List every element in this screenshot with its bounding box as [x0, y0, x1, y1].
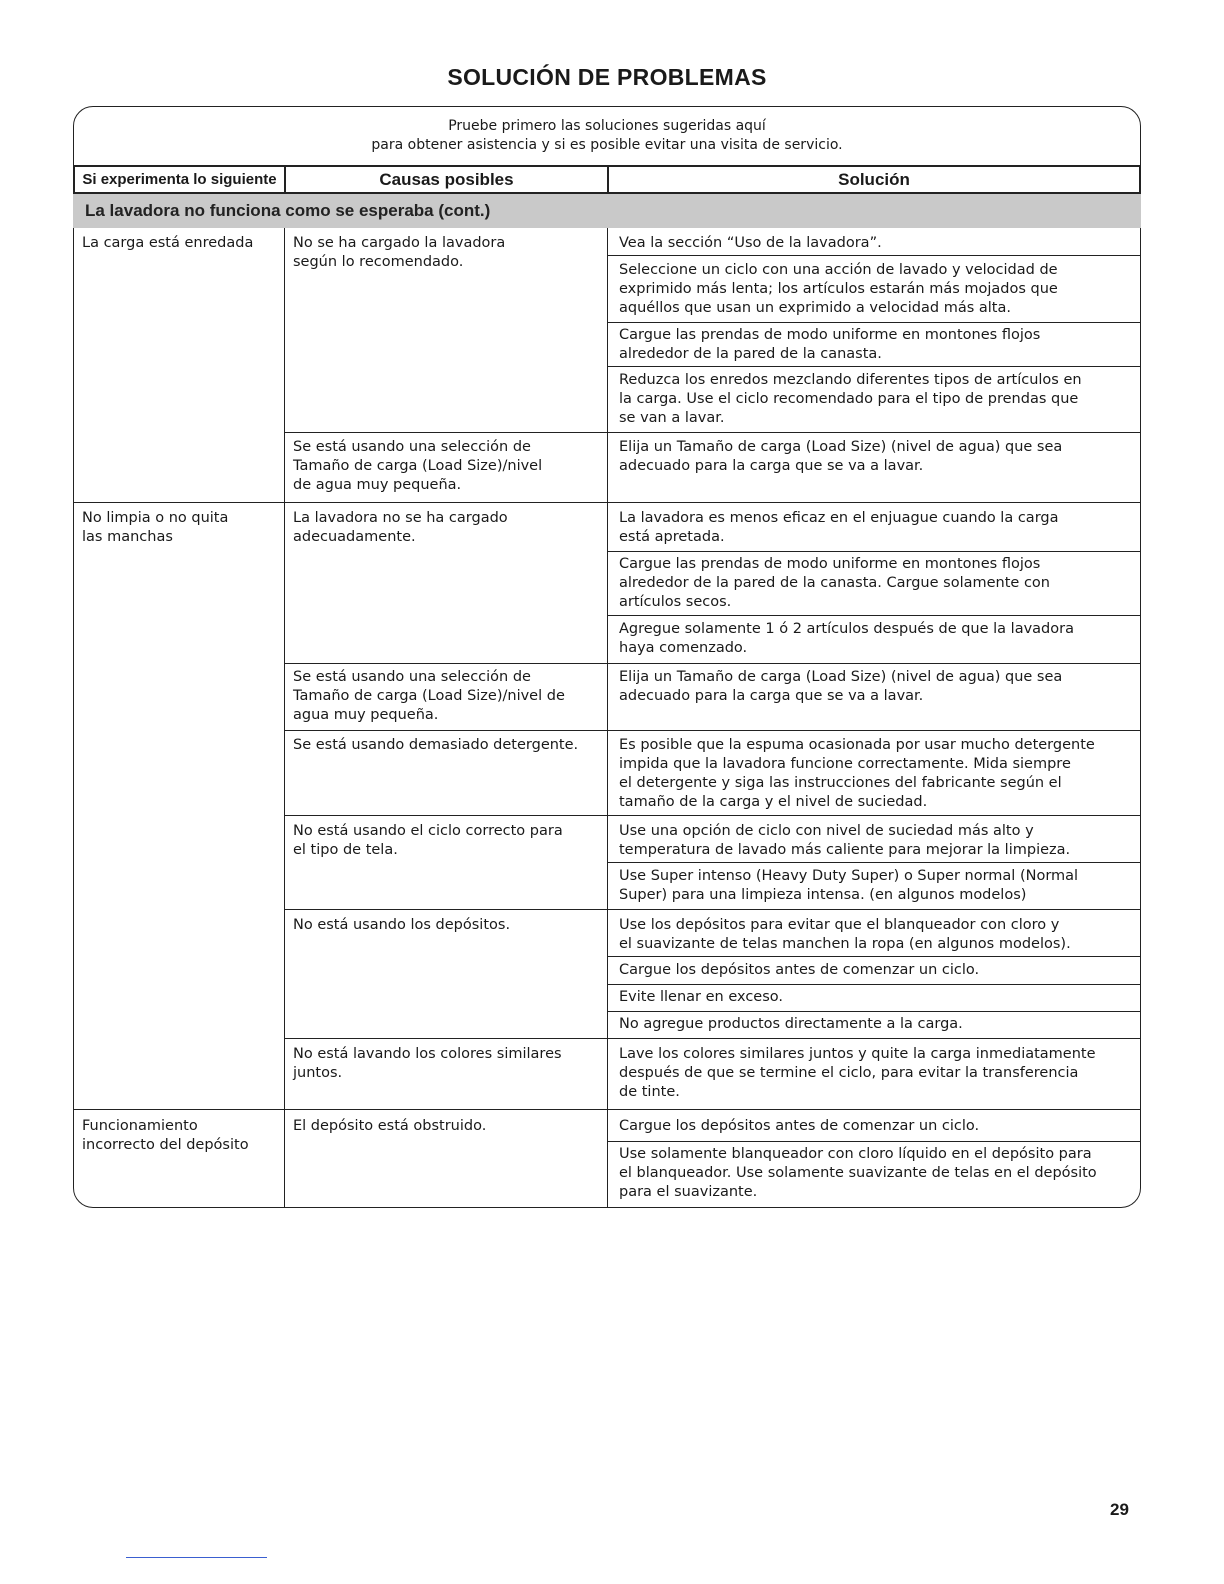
symptom-not-cleaning: No limpia o no quita las manchas — [82, 510, 229, 545]
row-divider — [607, 1011, 1141, 1012]
footer-rule — [126, 1557, 267, 1558]
row-divider — [607, 322, 1141, 323]
header-symptom: Si experimenta lo siguiente — [73, 165, 286, 194]
row-divider — [73, 1109, 1141, 1110]
cause-cell: La lavadora no se ha cargado adecuadamente. — [293, 510, 508, 545]
header-solution: Solución — [607, 165, 1141, 194]
symptom-tangled-load: La carga está enredada — [82, 235, 254, 251]
solution-cell: Lave los colores similares juntos y quite la carga inmediatamente después de que se termine el ciclo, para evitar la transferencia de tinte. — [619, 1046, 1096, 1100]
row-divider — [284, 432, 1141, 433]
row-divider — [607, 1141, 1141, 1142]
row-divider — [607, 551, 1141, 552]
cause-cell: El depósito está obstruido. — [293, 1118, 487, 1134]
solution-cell: Use Super intenso (Heavy Duty Super) o Super normal (Normal Super) para una limpieza intensa. (en algunos modelos) — [619, 868, 1079, 903]
intro-line-2: para obtener asistencia y si es posible evitar una visita de servicio. — [371, 137, 843, 153]
section-heading: La lavadora no funciona como se esperaba (cont.) — [73, 194, 1141, 228]
row-divider — [284, 909, 1141, 910]
solution-cell: Cargue las prendas de modo uniforme en montones flojos alrededor de la pared de la canasta. Cargue solamente con artículos secos. — [619, 556, 1050, 610]
row-divider — [284, 815, 1141, 816]
symptom-dispenser: Funcionamiento incorrecto del depósito — [82, 1118, 249, 1153]
intro-line-1: Pruebe primero las soluciones sugeridas aquí — [448, 118, 766, 134]
page-number: 29 — [1110, 1500, 1129, 1519]
page-title: SOLUCIÓN DE PROBLEMAS — [447, 64, 767, 90]
solution-cell: Cargue las prendas de modo uniforme en montones flojos alrededor de la pared de la canasta. — [619, 327, 1041, 362]
row-divider — [284, 730, 1141, 731]
row-divider — [607, 984, 1141, 985]
cause-cell: No está lavando los colores similares juntos. — [293, 1046, 562, 1081]
solution-cell: Use los depósitos para evitar que el blanqueador con cloro y el suavizante de telas manchen la ropa (en algunos modelos). — [619, 917, 1071, 952]
solution-cell: Es posible que la espuma ocasionada por usar mucho detergente impida que la lavadora funcione correctamente. Mida siempre el detergente y siga las instrucciones del fabricante según el tamaño de la carga y el nivel de suciedad. — [619, 737, 1095, 810]
cause-cell: Se está usando una selección de Tamaño de carga (Load Size)/nivel de agua muy pequeña. — [293, 669, 565, 723]
solution-cell: Use una opción de ciclo con nivel de suciedad más alto y temperatura de lavado más caliente para mejorar la limpieza. — [619, 823, 1071, 858]
solution-cell: Cargue los depósitos antes de comenzar un ciclo. — [619, 962, 980, 978]
solution-cell: Elija un Tamaño de carga (Load Size) (nivel de agua) que sea adecuado para la carga que se va a lavar. — [619, 439, 1063, 474]
solution-cell: La lavadora es menos eficaz en el enjuague cuando la carga está apretada. — [619, 510, 1059, 545]
row-divider — [284, 663, 1141, 664]
solution-cell: Elija un Tamaño de carga (Load Size) (nivel de agua) que sea adecuado para la carga que se va a lavar. — [619, 669, 1063, 704]
cause-cell: Se está usando una selección de Tamaño de carga (Load Size)/nivel de agua muy pequeña. — [293, 439, 543, 493]
row-divider — [607, 366, 1141, 367]
row-divider — [607, 862, 1141, 863]
column-divider — [607, 228, 608, 1208]
solution-cell: Cargue los depósitos antes de comenzar un ciclo. — [619, 1118, 980, 1134]
solution-cell: Use solamente blanqueador con cloro líquido en el depósito para el blanqueador. Use solamente suavizante de telas en el depósito para el suavizante. — [619, 1146, 1097, 1200]
header-causes: Causas posibles — [284, 165, 609, 194]
cause-cell: No se ha cargado la lavadora según lo recomendado. — [293, 235, 506, 270]
intro-text — [73, 117, 1141, 155]
cause-cell: No está usando los depósitos. — [293, 917, 511, 933]
row-divider — [607, 255, 1141, 256]
solution-cell: Evite llenar en exceso. — [619, 989, 783, 1005]
column-divider — [284, 228, 285, 1208]
solution-cell: No agregue productos directamente a la carga. — [619, 1016, 963, 1032]
solution-cell: Reduzca los enredos mezclando diferentes tipos de artículos en la carga. Use el ciclo recomendado para el tipo de prendas que se van a lavar. — [619, 372, 1082, 426]
row-divider — [607, 956, 1141, 957]
row-divider — [73, 502, 1141, 503]
solution-cell: Seleccione un ciclo con una acción de lavado y velocidad de exprimido más lenta; los artículos estarán más mojados que aquéllos que usan un exprimido a velocidad más alta. — [619, 262, 1058, 316]
solution-cell: Vea la sección “Uso de la lavadora”. — [619, 235, 882, 251]
cause-cell: Se está usando demasiado detergente. — [293, 737, 579, 753]
row-divider — [607, 615, 1141, 616]
cause-cell: No está usando el ciclo correcto para el tipo de tela. — [293, 823, 563, 858]
row-divider — [284, 1038, 1141, 1039]
solution-cell: Agregue solamente 1 ó 2 artículos después de que la lavadora haya comenzado. — [619, 621, 1074, 656]
